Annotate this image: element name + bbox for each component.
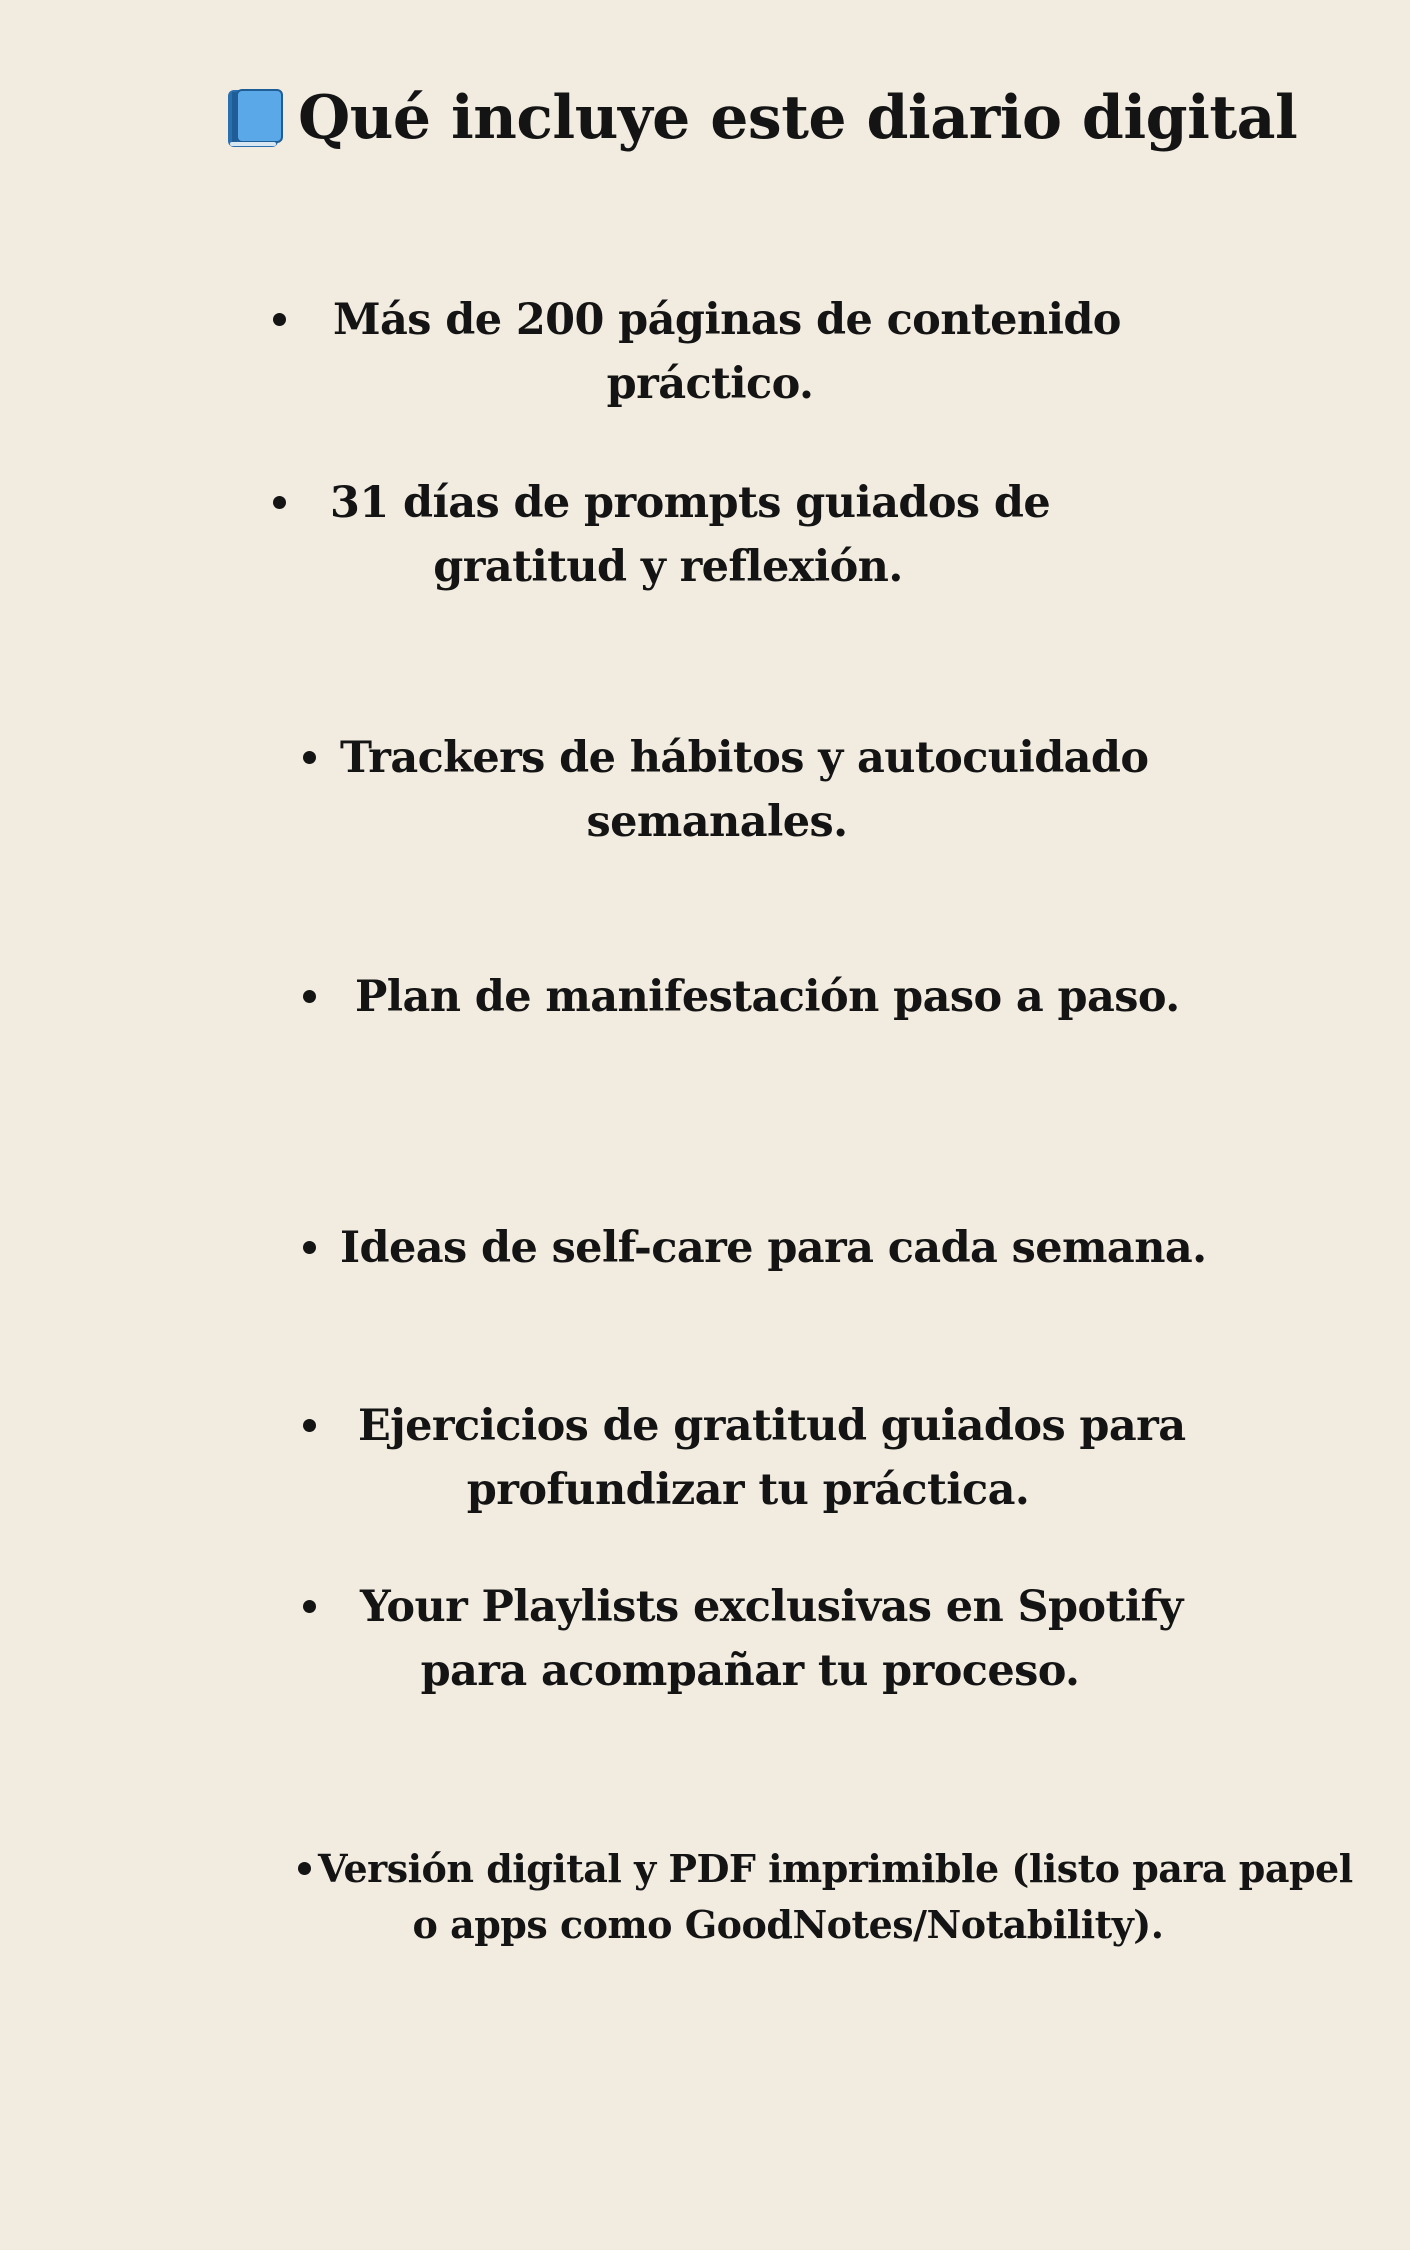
feature-item-3 <box>340 726 1149 854</box>
feature-6-line-2: profundizar tu práctica. <box>466 1465 1030 1515</box>
feature-1-line-1: Más de 200 páginas de contenido <box>333 295 1121 345</box>
bullet-4 <box>303 990 316 1003</box>
bullet-2 <box>273 496 286 509</box>
page-title-text: Qué incluye este diario digital <box>298 83 1298 153</box>
feature-item-1 <box>333 288 1121 416</box>
feature-3-line-1: Trackers de hábitos y autocuidado <box>340 733 1149 783</box>
feature-8-line-2: o apps como GoodNotes/Notability). <box>412 1902 1164 1947</box>
feature-2-line-2: gratitud y reflexión. <box>433 542 903 592</box>
feature-item-4 <box>355 965 1180 1029</box>
feature-2-line-1: 31 días de prompts guiados de <box>330 478 1051 528</box>
feature-1-line-2: práctico. <box>606 359 814 409</box>
feature-3-line-2: semanales. <box>586 797 848 847</box>
feature-8-line-1: Versión digital y PDF imprimible (listo para papel <box>318 1846 1353 1891</box>
bullet-6 <box>303 1419 316 1432</box>
feature-item-7 <box>360 1575 1183 1703</box>
feature-5-line-1: Ideas de self-care para cada semana. <box>340 1223 1207 1273</box>
page-title <box>224 80 1297 156</box>
feature-item-2 <box>330 471 1051 599</box>
feature-7-line-1: Your Playlists exclusivas en Spotify <box>360 1582 1183 1632</box>
feature-4-line-1: Plan de manifestación paso a paso. <box>355 972 1180 1022</box>
feature-item-6 <box>358 1394 1186 1522</box>
feature-item-5 <box>340 1216 1207 1280</box>
feature-7-line-2: para acompañar tu proceso. <box>420 1646 1080 1696</box>
bullet-7 <box>303 1600 316 1613</box>
feature-item-8 <box>318 1841 1353 1953</box>
bullet-3 <box>303 751 316 764</box>
feature-6-line-1: Ejercicios de gratitud guiados para <box>358 1401 1186 1451</box>
blue-book-icon <box>224 87 284 149</box>
bullet-8 <box>298 1862 311 1875</box>
bullet-5 <box>303 1241 316 1254</box>
bullet-1 <box>273 313 286 326</box>
